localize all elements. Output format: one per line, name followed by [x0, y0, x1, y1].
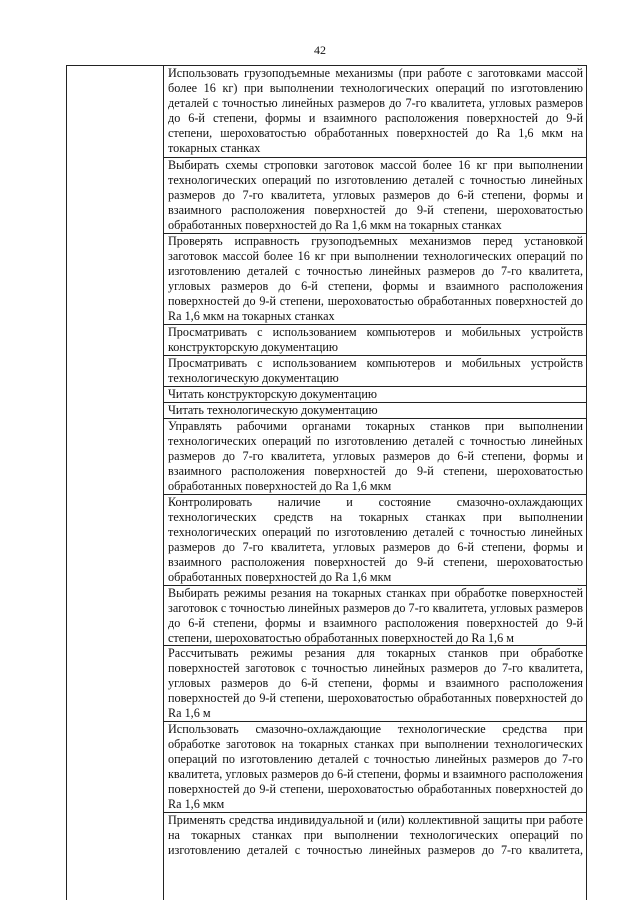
table-row: Читать конструкторскую документацию [164, 387, 586, 403]
table-row: Просматривать с использованием компьютеров и мобильных устройств технологическую документацию [164, 356, 586, 387]
table-row: Читать технологическую документацию [164, 403, 586, 419]
table-row: Выбирать режимы резания на токарных станках при обработке поверхностей заготовок с точностью линейных размеров до 7-го квалитета, угловых размеров до 6-й степени, формы и взаимного расположения поверхностей до 9-й степени, шероховатостью обработанных поверхностей до Ra 1,6 м [164, 586, 586, 646]
table-row: Рассчитывать режимы резания для токарных станков при обработке поверхностей заготовок с точностью линейных размеров до 7-го квалитета, угловых размеров до 6-й степени, формы и взаимного расположения поверхностей до 9-й степени, шероховатостью обработанных поверхностей до Ra 1,6 м [164, 646, 586, 722]
table-row: Управлять рабочими органами токарных станков при выполнении технологических операций по изготовлению деталей с точностью линейных размеров до 7-го квалитета, угловых размеров до 6-й степени, формы и взаимного расположения поверхностей до 9-й степени, шероховатостью обработанных поверхностей до Ra 1,6 мкм [164, 419, 586, 495]
table-row: Контролировать наличие и состояние смазочно-охлаждающих технологических средств на токарных станках при выполнении технологических операций по изготовлению деталей с точностью линейных размеров до 7-го квалитета, угловых размеров до 6-й степени, формы и взаимного расположения поверхностей до 9-й степени, шероховатостью обработанных поверхностей до Ra 1,6 мкм [164, 495, 586, 586]
table-row: Применять средства индивидуальной и (или) коллективной защиты при работе на токарных станках при выполнении технологических операций по изготовлению деталей с точностью линейных размеров до 7-го квалитета, [168, 813, 583, 858]
page-number: 42 [314, 43, 326, 57]
table-row: Проверять исправность грузоподъемных механизмов перед установкой заготовок массой более 16 кг при выполнении технологических операций по изготовлению деталей с точностью линейных размеров до 7-го квалитета, угловых размеров до 6-й степени, формы и взаимного расположения поверхностей до 9-й степени, шероховатостью обработанных поверхностей до Ra 1,6 мкм на токарных станках [164, 234, 586, 325]
table-row: Просматривать с использованием компьютеров и мобильных устройств конструкторскую документацию [164, 325, 586, 356]
table-rows [164, 66, 586, 901]
table-row: Выбирать схемы строповки заготовок массой более 16 кг при выполнении технологических операций по изготовлению деталей с точностью линейных размеров до 7-го квалитета, угловых размеров до 6-й степени, формы и взаимного расположения поверхностей до 9-й степени, шероховатостью обработанных поверхностей до Ra 1,6 мкм на токарных станках [164, 158, 586, 234]
table-row: Использовать грузоподъемные механизмы (при работе с заготовками массой более 16 кг) при выполнении технологических операций по изготовлению деталей с точностью линейных размеров до 7-го квалитета, угловых размеров до 6-й степени, формы и взаимного расположения поверхностей до 9-й степени, шероховатостью обработанных поверхностей до Ra 1,6 мкм на токарных станках [164, 66, 586, 158]
table-row: Использовать смазочно-охлаждающие технологические средства при обработке заготовок на токарных станках при выполнении технологических операций по изготовлению деталей с точностью линейных размеров до 7-го квалитета, угловых размеров до 6-й степени, формы и взаимного расположения поверхностей до 9-й степени, шероховатостью обработанных поверхностей до Ra 1,6 мкм [164, 722, 586, 813]
